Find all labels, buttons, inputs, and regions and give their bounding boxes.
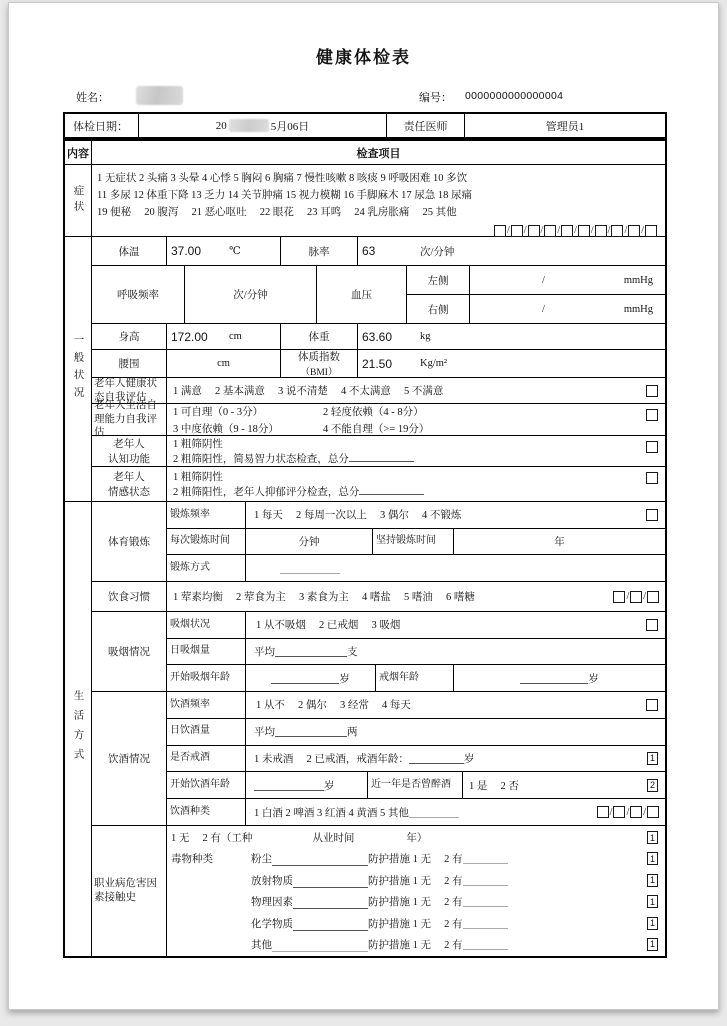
smoking-start-blank [271,673,339,684]
smoking-status-options-cell [245,612,665,638]
bp-left-row [407,266,665,294]
exercise-persist-label: 坚持锻炼时间 [372,529,453,555]
elder-selfcare-option3: 3 中度依赖（9 - 18分） [173,423,279,435]
elder-cognition-checkbox [646,441,658,453]
drinking-daily-label: 日饮酒量 [170,725,210,737]
exercise-rows [92,502,665,581]
checkbox [647,591,659,603]
table-header-row [65,141,665,164]
temperature-pulse-row [92,237,665,265]
checkbox [511,225,523,237]
toxin-answer-box: 1 [647,852,658,865]
occupational-head1: 1 无 2 有（工种 [171,833,253,844]
elder-health-options: 1 满意 2 基本满意 3 说不清楚 4 不太满意 5 不满意 [173,386,444,397]
smoking-daily-prefix: 平均 [254,647,275,658]
checkbox [613,806,625,818]
occupational-label: 职业病危害因素接触史 [94,878,157,903]
elder-selfcare-options-cell [166,404,665,435]
drinking-quit-row [167,745,665,772]
height-label: 身高 [118,332,140,343]
occupational-head2: 从业时间 [312,833,355,844]
smoking-status-checkbox [646,619,658,631]
protection-text: 防护措施 1 无 2 有 [368,939,463,951]
protection-text: 防护措施 1 无 2 有 [368,918,463,930]
occupational-header-line [171,830,658,845]
bp-right-unit: mmHg [623,303,653,315]
occupational-answer-box: 1 [647,831,658,844]
date-redacted [229,119,269,132]
temperature-label: 体温 [118,246,140,258]
smoking-daily-unit: 支 [347,647,358,658]
respiration-unit: 次/分钟 [184,266,316,323]
number-value: 0000000000000004 [465,90,564,102]
elder-emotion-label2: 情感状态 [108,487,150,498]
drinking-quit-answer-box: 1 [647,752,658,765]
content-header: 内容 [67,147,89,160]
drinking-start-cell [245,772,367,798]
checkbox [578,225,590,237]
exam-date-value: 20 5月06日 [138,114,386,137]
elder-cognition-label2: 认知功能 [108,454,150,465]
name-number-row [63,86,667,108]
smoking-status-label: 吸烟状况 [170,618,210,630]
toxin-line-chemical [171,916,658,931]
drinking-kind-row [167,798,665,825]
toxin-name: 放射物质 [251,875,293,887]
drinking-kind-options: 1 白酒 2 啤酒 3 红酒 4 黄酒 5 其他 [254,807,409,819]
smoking-daily-label: 日吸烟量 [170,645,210,657]
elder-emotion-checkbox [646,472,658,484]
elder-emotion-option2: 2 粗筛阳性，老年人抑郁评分检查，总分 [173,484,665,499]
elder-selfcare-row [92,400,665,439]
elder-selfcare-option1: 1 可自理（0 - 3分） [173,406,264,418]
exercise-persist-unit: 年 [453,529,665,555]
drunk-options-cell [462,772,665,798]
smoking-daily-blank [275,646,347,657]
height-weight-row [92,323,665,349]
symptoms-row [65,164,665,236]
elder-health-options-cell [166,378,665,403]
elder-selfcare-option2: 2 轻度依赖（4 - 8分） [323,406,424,418]
bp-right-slash: / [542,303,545,315]
bmi-label-cell [280,350,357,377]
checkbox [645,225,657,237]
weight-value-cell [357,324,665,349]
drunk-answer-box: 2 [647,779,658,792]
protection-text: 防护措施 1 无 2 有 [368,897,463,909]
protection-blank [463,853,508,864]
diet-row [92,581,665,611]
general-section-label: 一般状况 [72,334,84,404]
respiration-label: 呼吸频率 [117,290,159,301]
bp-right-row [407,294,665,323]
pulse-value: 63 [362,244,376,258]
drinking-kind-label: 饮酒种类 [170,805,210,817]
drinking-kind-other-blank [409,807,459,818]
bmi-unit: Kg/m² [420,358,448,369]
pulse-label: 脉率 [280,237,357,265]
symptoms-section-label: 症状 [72,185,84,216]
protection-text: 防护措施 1 无 2 有 [368,854,463,866]
exercise-frequency-options: 1 每天 2 每周一次以上 3 偶尔 4 不锻炼 [254,510,462,522]
elder-emotion-label-cell [92,467,166,501]
bp-values [406,266,665,323]
elder-emotion-options-cell [166,467,665,501]
protection-text: 防护措施 1 无 2 有 [368,875,463,887]
drinking-daily-cell [245,719,665,745]
exercise-frequency-row [167,502,665,528]
name-value-redacted [136,86,183,105]
height-value: 172.00 [171,329,208,344]
checkbox [628,225,640,237]
toxin-answer-box: 1 [647,895,658,908]
smoking-start-cell [245,665,375,691]
smoking-quit-blank [520,673,588,684]
temperature-unit: ℃ [229,246,241,257]
drinking-rows [92,691,665,825]
height-value-cell [166,324,280,349]
smoking-quit-cell [453,665,665,691]
drinking-start-row [167,771,665,798]
form-title: 健康体检表 [316,48,411,67]
elder-cognition-label1: 老年人 [113,439,145,450]
drinking-kind-checkbox-group: / / / [596,806,660,818]
bmi-label: 体质指数 [298,352,340,363]
toxin-name: 其他 [251,939,272,951]
checkbox [613,591,625,603]
bmi-value: 21.50 [362,356,393,371]
diet-label: 饮食习惯 [108,592,150,603]
bp-left-unit: mmHg [623,274,653,286]
waist-label: 腰围 [118,359,140,370]
exam-info-table [63,112,667,139]
name-label: 姓名： [76,92,109,104]
bp-left-label: 左侧 [407,266,470,294]
protection-blank [463,918,508,929]
temperature-value-cell [166,237,280,265]
weight-unit: kg [420,331,431,342]
smoking-rows [92,611,665,691]
smoking-status-row [167,612,665,638]
respiration-bp-row [92,265,665,323]
drinking-start-label: 开始饮酒年龄 [170,779,230,791]
smoking-label: 吸烟情况 [108,647,150,658]
checkbox [630,591,642,603]
smoking-age-row [167,664,665,691]
drinking-frequency-label: 饮酒频率 [170,698,210,710]
drinking-quit-options-cell [245,746,665,772]
smoking-daily-cell [245,639,665,665]
drunk-options: 1 是 2 否 [469,780,519,792]
emotion-score-blank [359,484,424,495]
weight-label: 体重 [280,324,357,349]
drinking-daily-row [167,718,665,745]
checkbox [528,225,540,237]
drinking-label: 饮酒情况 [108,754,150,765]
elder-cognition-label-cell [92,436,166,466]
toxin-name: 粉尘 [251,854,272,866]
general-status-section [65,236,665,501]
toxin-blank [293,877,368,888]
drinking-frequency-row [167,692,665,718]
drinking-daily-blank [275,726,347,737]
elder-cognition-options-cell [166,436,665,466]
drinking-quit-label: 是否戒酒 [170,752,210,764]
elder-emotion-label1: 老年人 [113,472,145,483]
diet-checkbox-group: / / [612,591,660,603]
exercise-frequency-label: 锻炼频率 [170,508,210,520]
bp-right-label: 右侧 [407,295,470,323]
drinking-quit-options: 1 未戒酒 2 已戒酒，戒酒年龄： [254,753,409,765]
toxin-blank [272,855,368,866]
elder-selfcare-option4: 4 不能自理（>= 19分） [323,423,430,435]
diet-options-cell [166,582,665,611]
drunk-label: 近一年是否曾醉酒 [367,772,462,798]
symptoms-line2: 11 多尿 12 体重下降 13 乏力 14 关节肿痛 15 视力模糊 16 手脚麻木 17 尿急 18 尿痛 [97,190,472,201]
checkbox [630,806,642,818]
toxin-answer-box: 1 [647,917,658,930]
occupational-content [166,826,665,956]
lifestyle-section-label: 生活方式 [72,690,84,768]
elder-health-label: 老年人健康状态自我评估 [94,377,157,403]
symptoms-line1: 1 无症状 2 头痛 3 头晕 4 心悸 5 胸闷 6 胸痛 7 慢性咳嗽 8 咳痰 9 呼吸困难 10 多饮 [97,173,468,184]
checkbox [611,225,623,237]
toxin-answer-box: 1 [647,874,658,887]
toxin-name: 物理因素 [251,897,293,909]
exam-date-label: 体检日期： [73,120,128,133]
checkbox [595,225,607,237]
toxin-blank [293,920,368,931]
smoking-quit-unit: 岁 [588,673,599,685]
diet-options: 1 荤素均衡 2 荤食为主 3 素食为主 4 嗜盐 5 嗜油 6 嗜糖 [173,592,475,603]
drinking-start-blank [254,780,324,791]
drinking-kind-options-cell [245,799,665,825]
drinking-quit-unit: 岁 [463,753,475,765]
exercise-time-unit: 分钟 [245,529,372,555]
smoking-start-label: 开始吸烟年龄 [170,671,230,683]
exercise-mode-blank [280,563,340,574]
form-body [63,86,667,958]
waist-bmi-row [92,349,665,377]
bmi-value-cell [357,350,665,377]
checkbox [494,225,506,237]
elder-selfcare-checkbox [646,409,658,421]
occupational-head3: 年） [406,833,428,844]
bp-label: 血压 [316,266,406,323]
occupational-row [92,825,665,956]
symptoms-line3: 19 便秘 20 腹泻 21 恶心呕吐 22 眼花 23 耳鸣 24 乳房胀痛 25 其他 [97,207,457,218]
exercise-label: 体育锻炼 [108,537,150,548]
checkbox [544,225,556,237]
drinking-start-unit: 岁 [324,780,335,792]
elder-cognition-row [92,435,665,466]
smoking-status-options: 1 从不吸烟 2 已戒烟 3 吸烟 [256,620,401,632]
drinking-quit-age-blank [409,753,464,764]
pulse-unit: 次/分钟 [420,246,455,258]
symptoms-checkbox-group: / / / / / / / / / [493,222,658,239]
drinking-frequency-options-cell [245,692,665,718]
checkbox [561,225,573,237]
checkbox [597,806,609,818]
drinking-frequency-options: 1 从不 2 偶尔 3 经常 4 每天 [256,700,411,712]
form-page [8,2,719,1010]
elder-cognition-option2: 2 粗筛阳性，简易智力状态检查，总分 [173,451,665,466]
cognition-score-blank [349,451,414,462]
toxin-blank [293,898,368,909]
protection-blank [463,875,508,886]
exercise-frequency-checkbox [646,509,658,521]
protection-blank [463,896,508,907]
smoking-quit-label: 戒烟年龄 [375,665,453,691]
toxin-name: 化学物质 [251,918,293,930]
temperature-value: 37.00 [171,244,202,258]
toxin-line-physical [171,894,658,909]
number-label: 编号： [419,92,452,104]
exercise-mode-blank-cell [245,555,665,581]
exercise-time-row [167,528,665,555]
doctor-label: 责任医师 [386,114,464,137]
toxin-type-label: 毒物种类 [171,854,213,866]
elder-cognition-option1: 1 粗筛阴性 [173,438,223,450]
drinking-frequency-checkbox [646,699,658,711]
symptoms-content [91,165,665,236]
doctor-value: 管理员1 [464,114,665,137]
pulse-value-cell [357,237,665,265]
smoking-start-unit: 岁 [339,673,350,685]
exercise-mode-label: 锻炼方式 [170,561,210,573]
weight-value: 63.60 [362,329,393,344]
toxin-line-other [171,937,658,952]
height-unit: cm [229,331,242,342]
waist-unit: cm [166,350,280,377]
elder-selfcare-label: 老年人生活自理能力自我评估 [94,400,157,439]
toxin-answer-box: 1 [647,938,658,951]
bp-left-slash: / [542,274,545,286]
exam-items-table [63,139,667,958]
toxin-line-dust [171,851,658,866]
bmi-sublabel: （BMI） [300,368,338,378]
smoking-daily-row [167,638,665,665]
checkbox [647,806,659,818]
lifestyle-section [65,501,665,956]
items-header: 检查项目 [91,141,665,164]
elder-emotion-option1: 1 粗筛阴性 [173,471,223,483]
exercise-time-label: 每次锻炼时间 [170,535,230,547]
elder-emotion-row [92,466,665,501]
drinking-daily-prefix: 平均 [254,727,275,739]
elder-health-row [92,377,665,403]
exercise-mode-row [167,554,665,581]
elder-health-checkbox [646,385,658,397]
drinking-daily-unit: 两 [347,727,358,739]
exercise-frequency-options-cell [245,502,665,528]
protection-blank [463,939,508,950]
toxin-blank [272,941,368,952]
toxin-line-radiation [171,873,658,888]
